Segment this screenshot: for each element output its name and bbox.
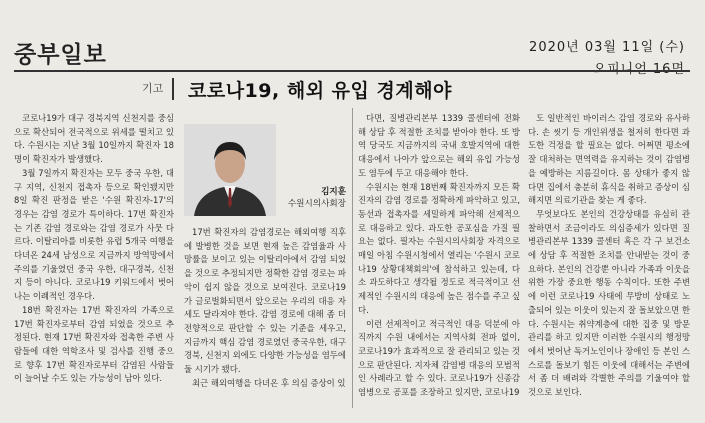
paragraph: 다면, 질병관리본부 1339 콜센터에 전화해 상담 후 적절한 조치를 받아야 한다. 또 방역 당국도 지금까지의 국내 호발지역에 대한 대응에서 나아가 앞으로는 해외 유입 가능성도 염두에 두고 대응해야 한다. — [358, 113, 520, 178]
article-column-1 — [14, 112, 174, 412]
kicker: 기고 — [142, 82, 164, 95]
author-photo — [184, 124, 276, 216]
headline: 코로나19, 해외 유입 경계해야 — [188, 80, 452, 102]
paragraph: 무엇보다도 본인의 건강상태를 유심히 관찰하면서 조금이라도 의심증세가 있다면 질병관리본부 1339 콜센터 혹은 각 구 보건소에 상담 후 적절한 조치를 안내받는 것이 중요하다. 본인의 건강뿐 아니라 가족과 이웃을 위한 가장 중요한 행동 수칙이다. 또한 주변에 이런 코로나19 사태에 무방비 상태로 노출되어 있는 이웃이 있는지 잘 돌보았으면 한다. 수원시는 취약계층에 대한 집중 및 방문 관리를 하고 있지만 이러한 수원시의 행정망에서 벗어난 독거노인이나 장애인 등 본인 스스로를 돌보기 힘든 이웃에 대해서는 주변에서 좀 더 배려와 각별한 주의를 기울여야 할 것으로 보인다. — [528, 208, 690, 398]
paragraph: 18번 확진자는 17번 확진자의 가족으로 17번 확진자로부터 감염 되었을 것으로 추정된다. 현재 17번 확진자와 접촉한 주변 사람들에 대한 역학조사 및 검사를 진행 중으로 향후 17번 확진자로부터 감염된 사람들이 늘어날 수도 있는 가능성이 남아 있다. — [14, 304, 174, 384]
article-column-3 — [358, 112, 520, 412]
paragraph: 도 일반적인 바이러스 감염 경로와 유사하다. 손 씻기 등 개인위생을 철저히 한다면 과도한 걱정을 할 필요는 없다. 어쩌면 평소에 잘 대처하는 면역력을 유지하는 것이 감염병을 예방하는 지름길이다. 몸 상태가 좋지 않다면 집에서 충분히 휴식을 취하고 증상이 심해지면 의료기관을 찾는 게 좋다. — [528, 113, 690, 206]
article-column-2 — [184, 226, 346, 414]
header-rule — [14, 70, 690, 72]
paragraph: 이런 선제적이고 적극적인 대응 덕분에 아직까지 수원 내에서는 지역사회 전파 없이, 코로나19가 효과적으로 잘 관리되고 있는 것으로 판단된다. 지자체 감염병 대응의 모범적인 사례라고 할 수 있다. 코로나19가 신종감염병으로 공포를 조장하고 있지만, 코로나19 — [358, 318, 520, 398]
paragraph: 수원시는 현재 18번째 확진자까지 모든 확진자의 감염 경로를 정확하게 파악하고 있고, 동선과 접촉자를 세밀하게 파악해 선제적으로 대응하고 있다. 과도한 공포심을 가질 필요는 없다. 필자는 수원시의사회장 자격으로 매일 아침 수원시청에서 열리는 '수원시 코로나19 상황대책회의'에 참석하고 있는데, 다소 과도하다고 생각될 정도로 적극적이고 선제적인 수원시의 대응에 높은 점수를 주고 싶다. — [358, 181, 520, 315]
author-name: 김지훈 — [321, 187, 346, 197]
kicker-divider — [172, 78, 174, 100]
author-portrait-icon — [184, 124, 276, 216]
paragraph: 17번 확진자의 감염경로는 해외여행 직후에 발병한 것을 보면 현재 높은 감염율과 사망률을 보이고 있는 이탈리아에서 감염 되었을 것으로 추정되지만 정확한 감염 경로는 파악이 쉽지 않을 것으로 보여진다. 코로나19가 글로벌화되면서 앞으로는 우리의 대응 자세도 달라져야 한다. 감염 경로에 대해 좀 더 전향적으로 판단할 수 있는 기준을 세우고, 지금까지 핵심 감염 경로였던 중국우한, 대구경북, 신천지 외에도 다양한 가능성을 염두에 둘 시기가 됐다. — [184, 227, 346, 375]
article-column-4 — [528, 112, 690, 412]
author-title: 수원시의사회장 — [287, 199, 346, 209]
masthead: 중부일보 — [14, 42, 107, 68]
section-label — [594, 58, 685, 77]
column-separator — [352, 108, 353, 408]
paragraph: 3월 7일까지 확진자는 모두 중국 우한, 대구 지역, 신천지 접촉자 등으로 확인됐지만 8일 확진 판정을 받은 '수원 확진자-17'의 경우는 감염 경로가 특이하다. 17번 확진자는 기존 감염 경로와는 감염 경로가 사뭇 다르다. 이탈리아를 비롯한 유럽 5개국 여행을 다녀온 24세 남성으로 지금까지 방역망에서 주의를 기울였던 중국 우한, 대구경북, 신천지 등이 아니다. 코로나19 키워드에서 벗어나는 이례적인 경우다. — [14, 167, 174, 302]
issue-date: 2020년 03월 11일 (수) — [529, 40, 685, 55]
paragraph: 최근 해외여행을 다녀온 후 의심 증상이 있 — [192, 377, 346, 388]
paragraph: 코로나19가 대구 경북지역 신천지를 중심으로 확산되어 전국적으로 위세를 떨치고 있다. 수원시는 지난 3월 10일까지 확진자 18명이 확진자가 발생했다. — [14, 113, 174, 165]
author-byline — [282, 186, 346, 210]
